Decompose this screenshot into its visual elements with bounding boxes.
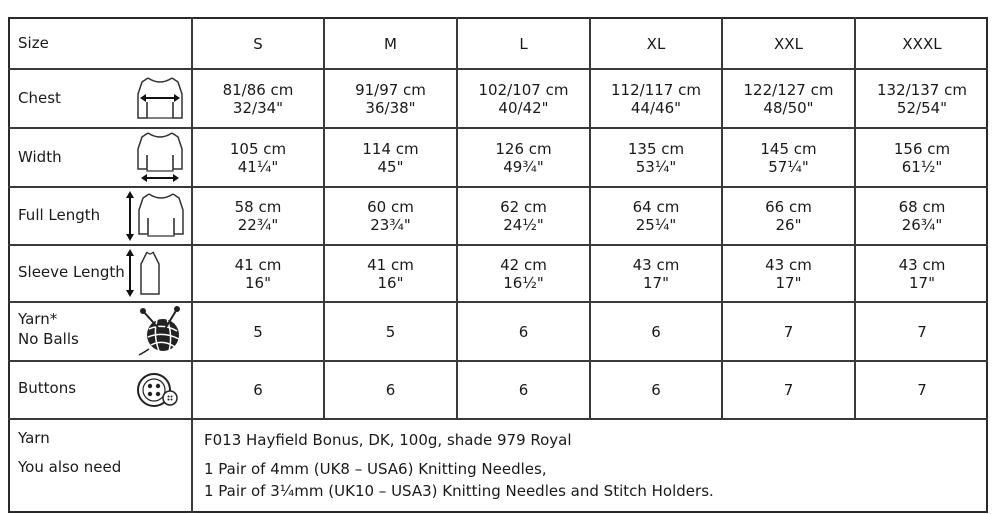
size-header-m: M <box>384 34 397 53</box>
value-cell-buttons <box>193 362 323 418</box>
value-primary: 7 <box>783 322 794 341</box>
value-imperial: 16" <box>245 273 271 292</box>
value-primary: 132/137 cm <box>877 80 967 99</box>
value-primary: 6 <box>385 381 396 399</box>
value-cell-chest <box>856 70 988 127</box>
value-imperial: 41¼" <box>237 157 279 176</box>
value-cell-buttons <box>856 362 988 418</box>
value-cell-yarn-balls <box>591 303 721 360</box>
value-cell-buttons <box>325 362 456 418</box>
value-primary: 64 cm <box>632 198 680 216</box>
value-imperial: 17" <box>643 273 669 292</box>
value-cell-chest <box>591 70 721 127</box>
value-imperial: 49¾" <box>503 157 544 176</box>
value-cell-full-length <box>591 188 721 244</box>
size-header-xxxl: XXXL <box>902 34 942 53</box>
value-primary: 105 cm <box>229 139 287 158</box>
value-primary: 102/107 cm <box>478 80 569 99</box>
value-primary: 60 cm <box>367 198 414 216</box>
value-imperial: 61½" <box>901 157 943 176</box>
value-imperial: 17" <box>775 273 802 292</box>
sleeve-length-measure-icon <box>123 248 173 298</box>
value-cell-sleeve-length <box>723 246 854 301</box>
value-cell-width <box>856 129 988 186</box>
value-primary: 5 <box>253 322 263 341</box>
value-cell-buttons <box>591 362 721 418</box>
value-cell-full-length <box>193 188 323 244</box>
value-cell-buttons <box>458 362 589 418</box>
value-imperial: 53¼" <box>635 157 677 176</box>
value-imperial: 24½" <box>503 216 544 234</box>
value-primary: 7 <box>783 381 794 399</box>
value-cell-chest <box>325 70 456 127</box>
value-imperial: 23¾" <box>370 216 411 234</box>
row-label-chest: Chest <box>18 89 61 107</box>
value-cell-full-length <box>458 188 589 244</box>
value-primary: 41 cm <box>234 255 282 274</box>
footer-yarn-label: Yarn <box>18 429 50 447</box>
row-label-yarn-line1: Yarn* <box>18 310 58 328</box>
value-imperial: 16" <box>377 273 404 292</box>
value-primary: 122/127 cm <box>743 80 834 99</box>
value-primary: 112/117 cm <box>611 80 701 99</box>
row-divider <box>8 418 988 420</box>
value-cell-full-length <box>723 188 854 244</box>
row-label-yarn <box>18 307 79 351</box>
row-label-full-length: Full Length <box>18 206 101 224</box>
row-label-sleeve-length: Sleeve Length <box>18 263 125 281</box>
value-primary: 114 cm <box>362 139 419 158</box>
value-cell-width <box>723 129 854 186</box>
value-primary: 6 <box>518 381 529 399</box>
value-imperial: 45" <box>377 157 404 176</box>
value-imperial: 17" <box>909 273 935 292</box>
value-primary: 41 cm <box>367 255 414 274</box>
footer-need-label: You also need <box>18 458 122 476</box>
value-primary: 135 cm <box>627 139 685 158</box>
value-primary: 5 <box>385 322 396 341</box>
value-primary: 156 cm <box>893 139 951 158</box>
value-primary: 126 cm <box>495 139 552 158</box>
value-cell-width <box>325 129 456 186</box>
value-primary: 7 <box>917 322 927 341</box>
value-imperial: 16½" <box>503 273 544 292</box>
value-imperial: 22¾" <box>237 216 279 234</box>
size-header-xl: XL <box>646 34 666 53</box>
value-cell-width <box>458 129 589 186</box>
value-imperial: 26" <box>775 216 802 234</box>
value-cell-chest <box>193 70 323 127</box>
value-imperial: 44/46" <box>630 98 682 117</box>
row-label-width: Width <box>18 148 62 166</box>
width-measure-icon <box>134 131 186 183</box>
yarn-ball-needles-icon <box>137 305 183 357</box>
value-imperial: 26¾" <box>901 216 943 234</box>
value-imperial: 48/50" <box>763 98 814 117</box>
value-primary: 7 <box>917 381 927 399</box>
value-primary: 43 cm <box>765 255 812 274</box>
value-primary: 6 <box>253 381 263 399</box>
value-cell-sleeve-length <box>193 246 323 301</box>
value-cell-full-length <box>856 188 988 244</box>
size-header-s: S <box>253 34 263 53</box>
value-primary: 68 cm <box>898 198 946 216</box>
value-cell-full-length <box>325 188 456 244</box>
size-header-l: L <box>519 34 528 53</box>
value-primary: 81/86 cm <box>222 80 294 99</box>
value-cell-yarn-balls <box>325 303 456 360</box>
value-cell-width <box>193 129 323 186</box>
value-cell-yarn-balls <box>458 303 589 360</box>
value-imperial: 25¼" <box>635 216 677 234</box>
value-cell-sleeve-length <box>856 246 988 301</box>
footer-need-line-2: 1 Pair of 3¼mm (UK10 – USA3) Knitting Needles and Stitch Holders. <box>204 482 714 500</box>
value-cell-yarn-balls <box>723 303 854 360</box>
value-cell-yarn-balls <box>193 303 323 360</box>
value-imperial: 52/54" <box>896 98 948 117</box>
footer-need-line-1: 1 Pair of 4mm (UK8 – USA6) Knitting Needles, <box>204 460 547 478</box>
value-imperial: 40/42" <box>498 98 549 117</box>
full-length-measure-icon <box>123 190 187 242</box>
value-imperial: 32/34" <box>232 98 284 117</box>
value-primary: 145 cm <box>760 139 817 158</box>
value-cell-yarn-balls <box>856 303 988 360</box>
value-imperial: 57¼" <box>768 157 809 176</box>
row-label-yarn-line2: No Balls <box>18 330 79 348</box>
row-label-buttons: Buttons <box>18 379 77 397</box>
value-primary: 58 cm <box>234 198 282 216</box>
button-icon <box>134 369 180 411</box>
value-cell-sleeve-length <box>591 246 721 301</box>
value-cell-buttons <box>723 362 854 418</box>
value-cell-sleeve-length <box>458 246 589 301</box>
value-cell-width <box>591 129 721 186</box>
value-primary: 43 cm <box>898 255 946 274</box>
value-imperial: 36/38" <box>365 98 416 117</box>
value-primary: 43 cm <box>632 255 680 274</box>
value-primary: 62 cm <box>500 198 547 216</box>
chest-measure-icon <box>134 74 186 122</box>
header-size-label: Size <box>18 34 49 52</box>
value-primary: 6 <box>651 322 661 341</box>
value-cell-chest <box>458 70 589 127</box>
value-primary: 6 <box>518 322 529 341</box>
footer-yarn-value: F013 Hayfield Bonus, DK, 100g, shade 979 Royal <box>204 431 572 449</box>
value-primary: 66 cm <box>765 198 812 216</box>
value-cell-sleeve-length <box>325 246 456 301</box>
value-cell-chest <box>723 70 854 127</box>
value-primary: 91/97 cm <box>355 80 426 99</box>
value-primary: 6 <box>651 381 661 399</box>
value-primary: 42 cm <box>500 255 547 274</box>
size-header-xxl: XXL <box>774 34 803 53</box>
